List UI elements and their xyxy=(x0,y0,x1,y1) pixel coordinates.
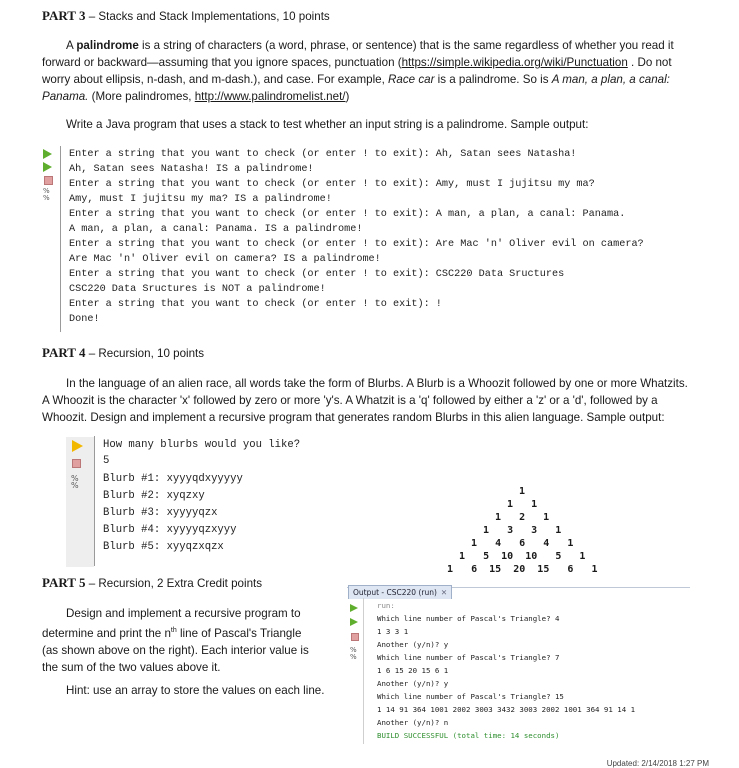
console-line: Blurb #5: xyyqzxqzx xyxy=(103,541,224,553)
p1-line2-end: . Do not xyxy=(627,56,672,69)
close-icon[interactable]: ✕ xyxy=(440,588,448,597)
part5-heading-bold: PART 5 xyxy=(42,575,86,590)
console-line: 5 xyxy=(103,455,110,467)
console-line: Blurb #4: xyyyyqzxyyy xyxy=(103,524,237,536)
output-gutter xyxy=(347,598,364,744)
pascal-row: 1 xyxy=(519,486,526,497)
p1-line3-start: worry about ellipsis, n-dash, and m-dash.), and case. For example, xyxy=(42,73,389,86)
part4-line: A Whoozit is the character 'x' followed by zero or more 'y's. A Whatzit is a 'q' followed by either a 'z' or a 'd', followed by a xyxy=(42,394,658,407)
console-line: A man, a plan, a canal: Panama. IS a palindrome! xyxy=(69,224,363,235)
pascal-row: 1 1 xyxy=(507,499,538,510)
stats-icon[interactable]: % % xyxy=(350,646,357,661)
p1-line3-mid: is a palindrome. So is xyxy=(434,73,552,86)
console-line: Enter a string that you want to check (or enter ! to exit): CSC220 Data Sructures xyxy=(69,269,565,280)
part5-line: Design and implement a recursive program to xyxy=(66,607,301,620)
part5-hint: Hint: use an array to store the values on each line. xyxy=(66,684,325,697)
console-line: Blurb #1: xyyyqdxyyyyy xyxy=(103,473,243,485)
output-line: 1 3 3 1 xyxy=(377,627,409,636)
console-line: Are Mac 'n' Oliver evil on camera? IS a palindrome! xyxy=(69,254,381,265)
p1-ex1: Race car xyxy=(388,73,435,86)
part4-console-gutter xyxy=(66,437,94,567)
stats-icon[interactable]: % % xyxy=(71,474,79,490)
p1-a: A xyxy=(66,39,77,52)
part4-heading-rest: – Recursion, 10 points xyxy=(85,347,205,360)
part5-line: line of Pascal's Triangle xyxy=(176,626,302,640)
part4-line: In the language of an alien race, all words take the form of Blurbs. A Blurb is a Whoozit followed by one or more Whatzits. xyxy=(66,377,688,390)
console-line: Enter a string that you want to check (or enter ! to exit): A man, a plan, a canal: Panama. xyxy=(69,209,626,220)
run-icon[interactable] xyxy=(43,149,52,159)
output-tab[interactable] xyxy=(348,585,452,599)
console-line: Done! xyxy=(69,314,100,325)
output-line: Which line number of Pascal's Triangle? 4 xyxy=(377,614,560,623)
p1-ex2: A man, a plan, a canal: xyxy=(551,73,670,86)
output-line: Which line number of Pascal's Triangle? 15 xyxy=(377,692,564,701)
part3-console xyxy=(60,146,701,332)
p1-c: is a string of characters (a word, phrase, or sentence) that is the same regardless of whether you read it xyxy=(138,39,674,52)
console-line: Blurb #3: xyyyyqzx xyxy=(103,507,218,519)
part3-console-gutter xyxy=(42,147,60,327)
pascal-row: 1 5 10 10 5 1 xyxy=(459,551,586,562)
part4-line: Whoozit. Design and implement a recursive program that generates random Blurbs in this alien language. Sample output: xyxy=(42,411,665,424)
rerun-icon[interactable] xyxy=(350,618,358,626)
run-icon[interactable] xyxy=(350,604,358,612)
output-line: Another (y/n)? n xyxy=(377,718,449,727)
pascal-row: 1 3 3 1 xyxy=(483,525,562,536)
p1-line2-start: forward or backward—assuming that you ignore spaces, punctuation ( xyxy=(42,56,402,69)
stop-icon[interactable] xyxy=(44,176,53,185)
part5-paragraph xyxy=(42,605,342,676)
console-line: Blurb #2: xyqzxy xyxy=(103,490,205,502)
p1-line4-end: ) xyxy=(345,90,350,103)
console-line: Enter a string that you want to check (or enter ! to exit): Amy, must I jujitsu my ma? xyxy=(69,179,595,190)
console-line: Ah, Satan sees Natasha! IS a palindrome! xyxy=(69,164,314,175)
p1-line4-mid: (More palindromes, xyxy=(88,90,195,103)
part3-instruction: Write a Java program that uses a stack to test whether an input string is a palindrome. Sample output: xyxy=(66,118,589,131)
part3-heading-bold: PART 3 xyxy=(42,8,86,23)
output-line: Another (y/n)? y xyxy=(377,640,449,649)
output-line: BUILD SUCCESSFUL (total time: 14 seconds) xyxy=(377,731,560,740)
stop-icon[interactable] xyxy=(72,459,81,468)
part4-console xyxy=(94,436,355,566)
output-line: Which line number of Pascal's Triangle? 7 xyxy=(377,653,560,662)
p1-b: palindrome xyxy=(76,39,139,52)
part4-paragraph xyxy=(42,375,732,426)
palindromelist-link[interactable]: http://www.palindromelist.net/ xyxy=(194,90,346,103)
output-line: Another (y/n)? y xyxy=(377,679,449,688)
pascal-row: 1 2 1 xyxy=(495,512,550,523)
part3-heading-rest: – Stacks and Stack Implementations, 10 points xyxy=(85,10,330,23)
output-panel xyxy=(347,587,690,744)
part5-heading xyxy=(42,575,262,591)
console-line: CSC220 Data Sructures is NOT a palindrome! xyxy=(69,284,326,295)
stop-icon[interactable] xyxy=(351,633,359,641)
output-line: run: xyxy=(377,601,395,610)
part5-line: determine and print the n xyxy=(42,626,171,640)
console-line: Enter a string that you want to check (or enter ! to exit): Ah, Satan sees Natasha! xyxy=(69,149,577,160)
console-line: Enter a string that you want to check (or enter ! to exit): ! xyxy=(69,299,442,310)
console-line: Enter a string that you want to check (or enter ! to exit): Are Mac 'n' Oliver evil on camera? xyxy=(69,239,644,250)
p1-ex3: Panama. xyxy=(42,90,89,103)
updated-timestamp: Updated: 2/14/2018 1:27 PM xyxy=(606,759,709,768)
console-line: Amy, must I jujitsu my ma? IS a palindrome! xyxy=(69,194,332,205)
part4-heading xyxy=(42,345,204,361)
part4-heading-bold: PART 4 xyxy=(42,345,86,360)
part5-line: (as shown above on the right). Each interior value is xyxy=(42,643,309,657)
run-icon[interactable] xyxy=(72,440,83,452)
console-line: How many blurbs would you like? xyxy=(103,439,301,451)
part3-heading xyxy=(42,8,330,24)
superscript-th: th xyxy=(170,627,177,634)
part3-paragraph xyxy=(42,37,722,105)
punctuation-link[interactable]: https://simple.wikipedia.org/wiki/Punctuation xyxy=(401,56,628,69)
rerun-icon[interactable] xyxy=(43,162,52,172)
output-line: 1 14 91 364 1001 2002 3003 3432 3003 2002 1001 364 91 14 1 xyxy=(377,705,636,714)
part5-line: the sum of the two values above it. xyxy=(42,660,221,674)
output-tab-label: Output - CSC220 (run) xyxy=(353,588,437,597)
pascal-row: 1 6 15 20 15 6 1 xyxy=(447,564,598,575)
part5-heading-rest: – Recursion, 2 Extra Credit points xyxy=(85,577,263,590)
output-line: 1 6 15 20 15 6 1 xyxy=(377,666,449,675)
pascal-row: 1 4 6 4 1 xyxy=(471,538,574,549)
stats-icon[interactable]: % % xyxy=(43,187,50,202)
